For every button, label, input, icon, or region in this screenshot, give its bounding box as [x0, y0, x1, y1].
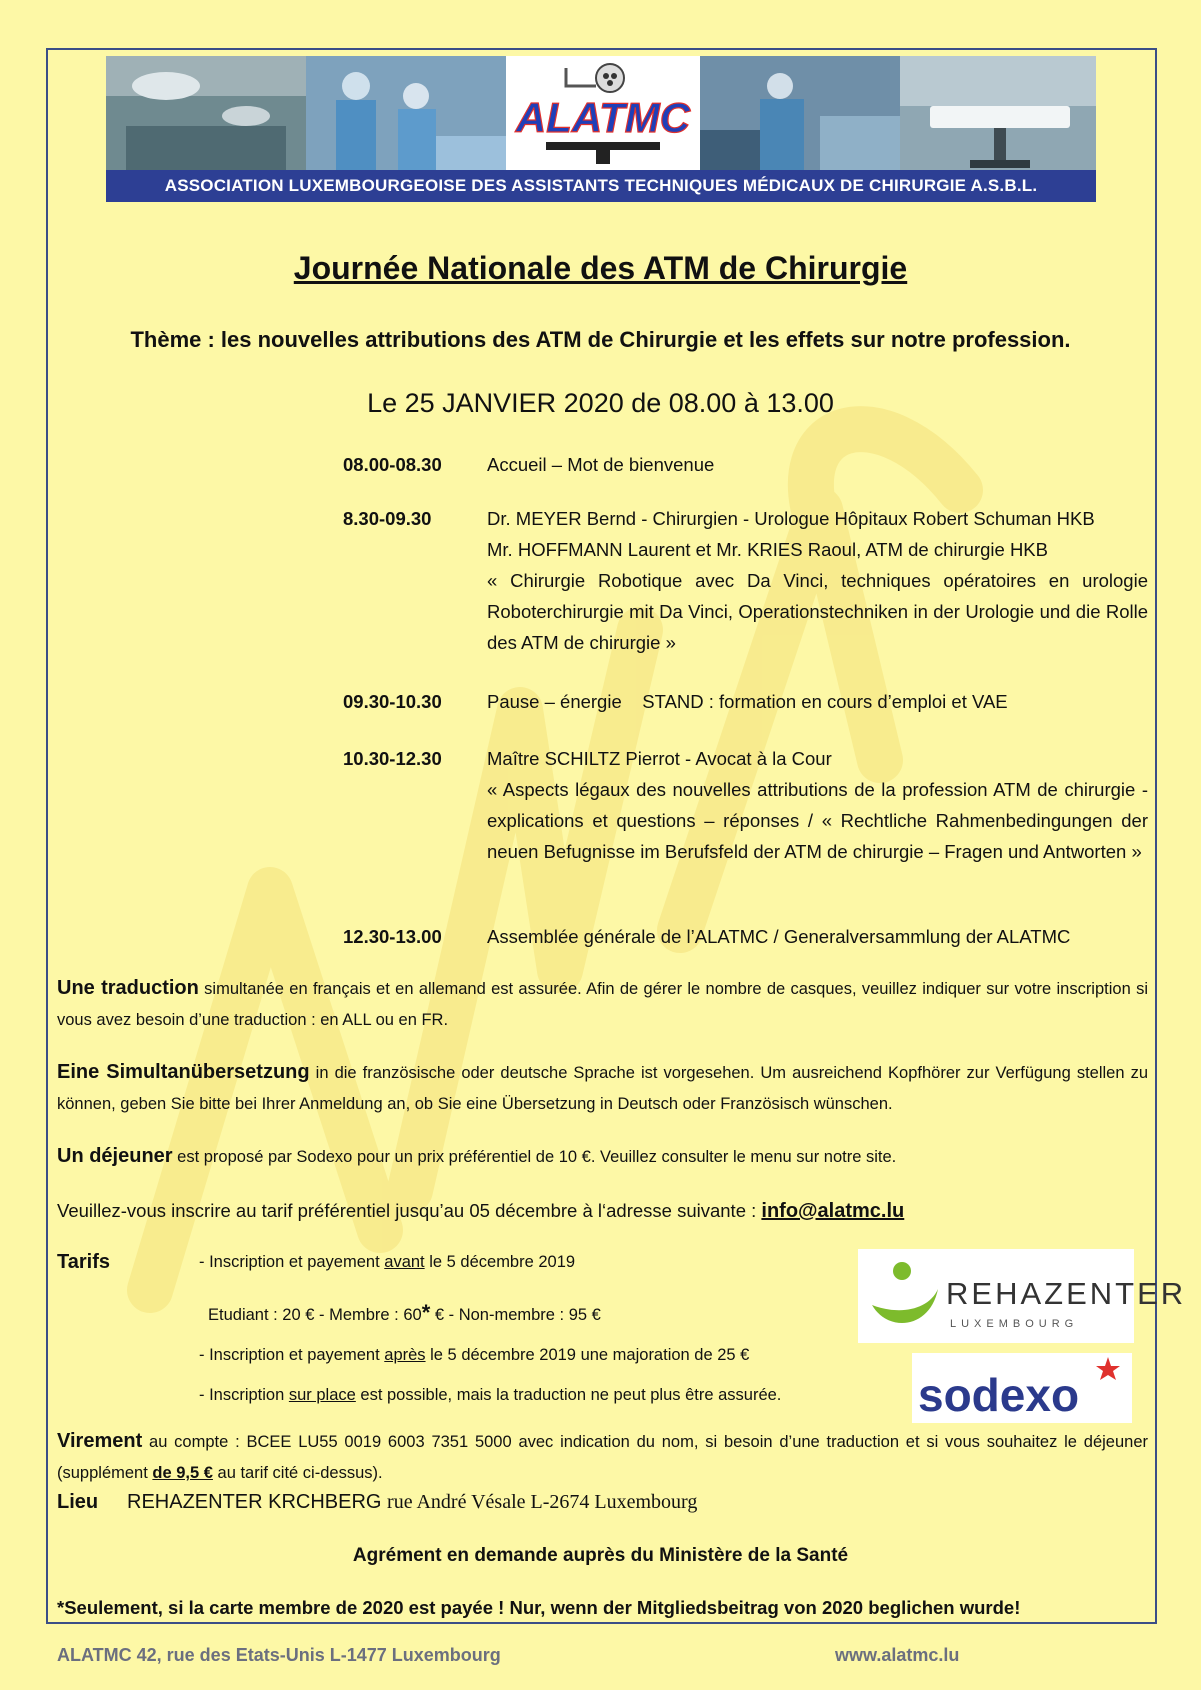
program-line: Pause – énergie STAND : formation en cours d’emploi et VAE [487, 691, 1008, 712]
operating-room-photo [106, 56, 306, 170]
program-time: 12.30-13.00 [343, 926, 442, 947]
surgeons-photo [306, 56, 506, 170]
event-date: Le 25 JANVIER 2020 de 08.00 à 13.00 [367, 388, 834, 418]
virement-paragraph [57, 1426, 1148, 1489]
program-time: 08.00-08.30 [343, 454, 442, 475]
association-band: ASSOCIATION LUXEMBOURGEOISE DES ASSISTANTS TECHNIQUES MÉDICAUX DE CHIRURGIE A.S.B.L. [106, 170, 1096, 202]
sodexo-logo [912, 1353, 1132, 1423]
virement-text: au compte : BCEE LU55 0019 6003 7351 5000 avec indication du nom, si besoin d’une traduction et si vous souhaitez le déjeuner (supplément [57, 1433, 1148, 1482]
dejeuner-paragraph [57, 1141, 1148, 1173]
program-line: « Chirurgie Robotique avec Da Vinci, techniques opératoires en urologie Roboterchirurgie mit Da Vinci, Operationstechniken in der Urologie und die Rolle des ATM de chirurgie » [487, 570, 1148, 653]
virement-amount: de 9,5 € [152, 1464, 213, 1482]
theme-line: Thème : les nouvelles attributions des ATM de Chirurgie et les effets sur notre profession. [130, 327, 1071, 352]
dejeuner-lead: Un déjeuner [57, 1145, 173, 1167]
program-line: Assemblée générale de l’ALATMC / Generalversammlung der ALATMC [487, 926, 1071, 947]
virement-lead: Virement [57, 1430, 143, 1452]
tarif-line: - Inscription et payement avant le 5 décembre 2019 [199, 1253, 576, 1271]
program-line: Maître SCHILTZ Pierrot - Avocat à la Cour [487, 748, 832, 769]
tarif-line: - Inscription sur place est possible, mais la traduction ne peut plus être assurée. [199, 1386, 782, 1404]
rehazenter-sub: LUXEMBOURG [950, 1318, 1079, 1330]
program-line: Accueil – Mot de bienvenue [487, 454, 715, 475]
traduction-lead: Une traduction [57, 977, 199, 999]
page-title: Journée Nationale des ATM de Chirurgie [293, 250, 908, 286]
alatmc-logo-text: ALATMC [515, 94, 691, 141]
traduction-paragraph [57, 973, 1148, 1036]
agrement-line: Agrément en demande auprès du Ministère de la Santé [352, 1545, 849, 1566]
inscrire-paragraph [57, 1195, 1148, 1227]
program-time: 8.30-09.30 [343, 508, 432, 529]
alatmc-logo [506, 56, 700, 170]
traduction-text: simultanée en français et en allemand est assurée. Afin de gérer le nombre de casques, veuillez indiquer sur votre inscription si vous avez besoin d’une traduction : en ALL ou en FR. [57, 980, 1148, 1029]
surgery-team-photo [700, 56, 900, 170]
rehazenter-name: REHAZENTER [946, 1276, 1187, 1311]
tarif-prices: Etudiant : 20 € - Membre : 60* € - Non-membre : 95 € [208, 1300, 601, 1325]
footer-website[interactable]: www.alatmc.lu [835, 1645, 960, 1665]
lieu-address-street: rue André Vésale L-2674 Luxembourg [387, 1491, 698, 1513]
program-desc [487, 503, 1148, 658]
program-desc [487, 686, 1148, 717]
email-link[interactable]: info@alatmc.lu [761, 1200, 905, 1222]
lieu-label: Lieu [57, 1491, 99, 1513]
lieu-address: REHAZENTER KRCHBERG [127, 1491, 388, 1513]
program-desc [487, 921, 1148, 952]
program-time: 10.30-12.30 [343, 748, 442, 769]
dejeuner-text: est proposé par Sodexo pour un prix préférentiel de 10 €. Veuillez consulter le menu sur notre site. [172, 1148, 897, 1166]
lieu-line [57, 1491, 697, 1514]
program-desc [487, 743, 1148, 867]
membership-note: *Seulement, si la carte membre de 2020 est payée ! Nur, wenn der Mitgliedsbeitrag von 2020 beglichen wurde! [57, 1597, 1021, 1618]
inscrire-text: Veuillez-vous inscrire au tarif préférentiel jusqu’au 05 décembre à l‘adresse suivante : [57, 1200, 762, 1221]
program-desc [487, 449, 1148, 480]
program-time: 09.30-10.30 [343, 691, 442, 712]
rehazenter-logo [858, 1249, 1187, 1343]
header-banner [106, 56, 1096, 202]
virement-text-end: au tarif cité ci-dessus). [212, 1464, 383, 1482]
tarifs-label: Tarifs [57, 1251, 110, 1273]
program-line: « Aspects légaux des nouvelles attributions de la profession ATM de chirurgie - explications et questions – réponses / « Rechtliche Rahmenbedingungen der neuen Befugnisse im Berufsfeld der ATM de chirurgie – Fragen und Antworten » [487, 779, 1148, 862]
tarif-line: - Inscription et payement après le 5 décembre 2019 une majoration de 25 € [199, 1346, 750, 1364]
program-line: Dr. MEYER Bernd - Chirurgien - Urologue Hôpitaux Robert Schuman HKB [487, 508, 1095, 529]
simultan-text: in die französische oder deutsche Sprache ist vorgesehen. Um ausreichend Kopfhörer zur Verfügung stellen zu können, geben Sie bitte bei Ihrer Anmeldung an, ob Sie eine Übersetzung in Deutsch oder Französisch wünschen. [57, 1064, 1148, 1113]
footer-address: ALATMC 42, rue des Etats-Unis L-1477 Luxembourg [57, 1645, 501, 1665]
operating-table-photo [900, 56, 1096, 170]
program-line: Mr. HOFFMANN Laurent et Mr. KRIES Raoul, ATM de chirurgie HKB [487, 539, 1048, 560]
simultan-lead: Eine Simultanübersetzung [57, 1061, 310, 1083]
sodexo-name: sodexo [918, 1369, 1080, 1421]
simultan-paragraph [57, 1057, 1148, 1120]
